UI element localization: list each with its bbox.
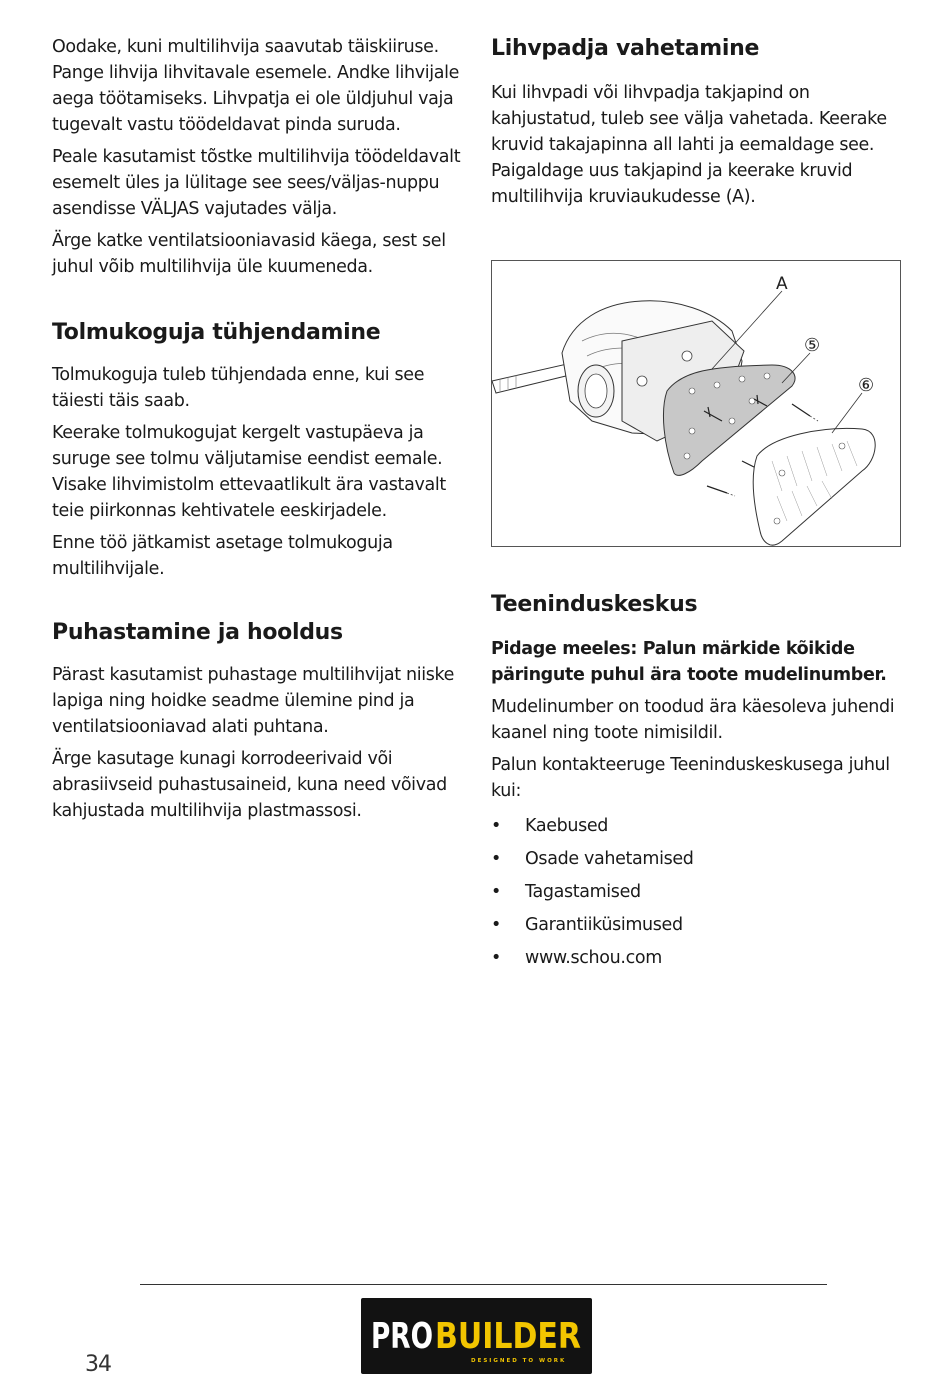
bullet: • bbox=[491, 882, 501, 902]
paragraph-no-corrosive: Ärge kasutage kunagi korrodeerivaid või abrasiivseid puhastusaineid, kuna need võivad kahjustada multilihvija plastmassosi. bbox=[52, 749, 447, 821]
list-item-text: Kaebused bbox=[525, 816, 609, 836]
bullet: • bbox=[491, 849, 501, 869]
list-item bbox=[491, 942, 911, 975]
paragraph-contact-service: Palun kontakteeruge Teeninduskeskusega juhul kui: bbox=[491, 755, 890, 801]
paragraph-pad-replacement: Kui lihvpadi või lihvpadja takjapind on kahjustatud, tuleb see välja vahetada. Keerake kruvid takajapinna all lahti ja eemaldage see. Paigaldage uus takjapind ja keerake kruvid multilihvija kruviaukudesse (A). bbox=[491, 83, 887, 207]
heading-cleaning: Puhastamine ja hooldus bbox=[52, 620, 343, 645]
paragraph-cleaning: Pärast kasutamist puhastage multilihvijat niiske lapiga ning hoidke seadme ülemine pind ja ventilatsiooniavad alati puhtana. bbox=[52, 665, 455, 737]
heading-pad-replacement: Lihvpadja vahetamine bbox=[491, 36, 760, 61]
list-item-text: Osade vahetamised bbox=[525, 849, 694, 869]
list-item bbox=[491, 876, 911, 909]
paragraph-wait-full-speed: Oodake, kuni multilihvija saavutab täiskiiruse. Pange lihvija lihvitavale esemele. Andke lihvijale aega töötamiseks. Lihvpatja ei ole üldjuhul vaja tugevalt vastu töödeldavat pinda suruda. bbox=[52, 37, 460, 135]
list-item-text: Tagastamised bbox=[525, 882, 641, 902]
paragraph-dust-empty: Tolmukoguja tuleb tühjendada enne, kui see täiesti täis saab. bbox=[52, 365, 425, 411]
sanding-pad-illustration bbox=[491, 260, 901, 547]
paragraph-note-model-number: Pidage meeles: Palun märkide kõikide päringute puhul ära toote mudelinumber. bbox=[491, 639, 887, 685]
list-item bbox=[491, 843, 911, 876]
probuilder-logo bbox=[361, 1298, 592, 1374]
figure-label-a: A bbox=[776, 274, 788, 294]
figure-label-5: ⑤ bbox=[804, 335, 821, 356]
heading-service-center: Teeninduskeskus bbox=[491, 592, 698, 617]
bullet: • bbox=[491, 948, 501, 968]
logo-pro-text: PRO bbox=[371, 1316, 433, 1357]
logo-builder-text: BUILDER bbox=[435, 1316, 581, 1357]
bullet: • bbox=[491, 816, 501, 836]
right-column-top bbox=[491, 34, 911, 216]
footer-divider bbox=[140, 1284, 827, 1285]
figure-label-6: ⑥ bbox=[858, 375, 875, 396]
sander-diagram-svg bbox=[492, 261, 900, 546]
bullet: • bbox=[491, 915, 501, 935]
link-website[interactable]: www.schou.com bbox=[525, 948, 662, 968]
paragraph-dust-reattach: Enne töö jätkamist asetage tolmukoguja multilihvijale. bbox=[52, 533, 393, 579]
right-column-bottom bbox=[491, 590, 911, 975]
logo-tagline: DESIGNED TO WORK bbox=[471, 1358, 567, 1364]
paragraph-dust-remove: Keerake tolmukogujat kergelt vastupäeva ja suruge see tolmu väljutamise eendist eemale. Visake lihvimistolm ettevaatlikult ära vastavalt teie piirkonnas kehtivatele eeskirjadele. bbox=[52, 423, 446, 521]
list-item bbox=[491, 909, 911, 942]
probuilder-logo-svg bbox=[361, 1298, 592, 1374]
paragraph-ventilation-warning: Ärge katke ventilatsiooniavasid käega, sest sel juhul võib multilihvija üle kuumeneda. bbox=[52, 231, 446, 277]
list-item-text: Garantiiküsimused bbox=[525, 915, 683, 935]
service-reasons-list bbox=[491, 810, 911, 975]
heading-dust-collector: Tolmukoguja tühjendamine bbox=[52, 320, 381, 345]
list-item bbox=[491, 810, 911, 843]
paragraph-after-use: Peale kasutamist tõstke multilihvija töödeldavalt esemelt üles ja lülitage see sees/väljas-nuppu asendisse VÄLJAS vajutades välja. bbox=[52, 147, 461, 219]
page-number: 34 bbox=[85, 1352, 111, 1377]
left-column bbox=[52, 34, 472, 830]
paragraph-model-number-location: Mudelinumber on toodud ära käesoleva juhendi kaanel ning toote nimisildil. bbox=[491, 697, 895, 743]
